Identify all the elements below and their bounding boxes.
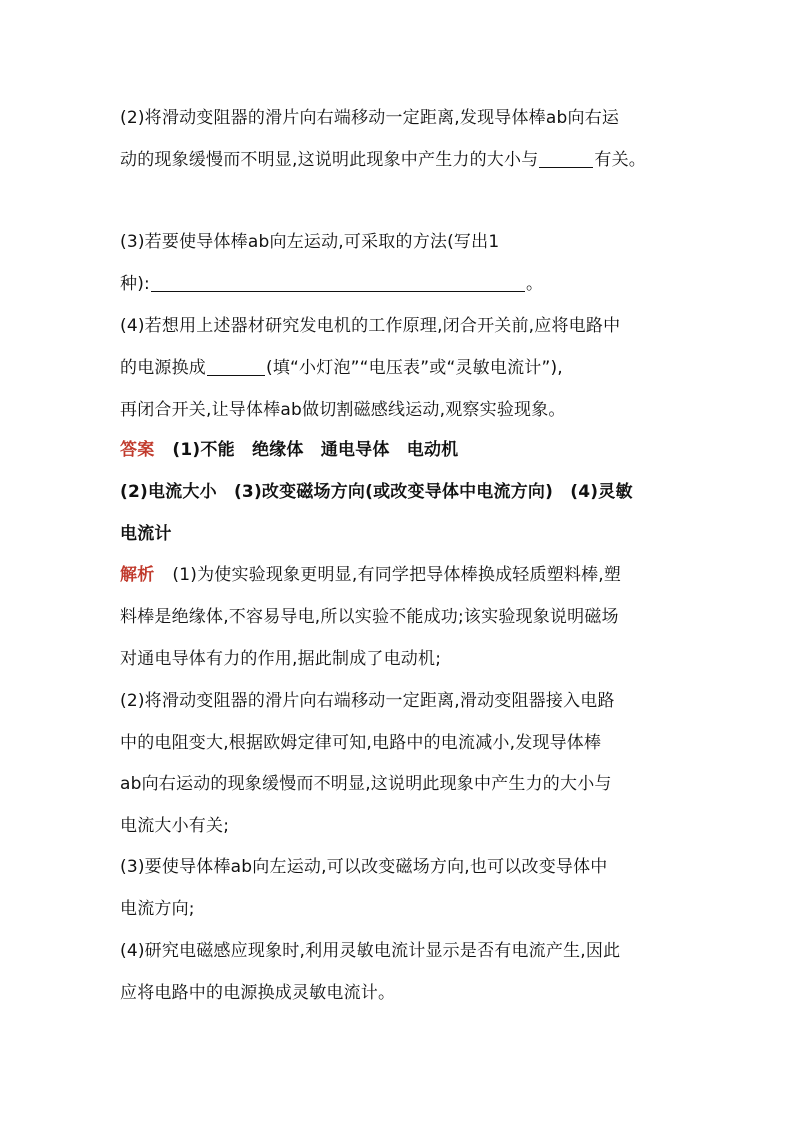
analysis-text: (1)为使实验现象更明显,有同学把导体棒换成轻质塑料棒,塑 — [172, 565, 622, 585]
q4-line-3: 再闭合开关,让导体棒ab做切割磁感线运动,观察实验现象。 — [120, 400, 566, 420]
analysis-line-3: 对通电导体有力的作用,据此制成了电动机; — [120, 649, 442, 669]
q4-line-2-text: 的电源换成 — [120, 358, 206, 378]
analysis-line-10: (4)研究电磁感应现象时,利用灵敏电流计显示是否有电流产生,因此 — [120, 941, 621, 961]
answer-blank — [539, 149, 593, 168]
q3-line-2-tail: 。 — [525, 274, 544, 294]
analysis-label: 解析 — [120, 565, 155, 585]
analysis-line-9: 电流方向; — [120, 899, 195, 919]
analysis-line-6: ab向右运动的现象缓慢而不明显,这说明此现象中产生力的大小与 — [120, 774, 612, 794]
q4-line-2 — [120, 356, 563, 380]
answer-blank — [207, 357, 265, 376]
answer-line-1 — [120, 438, 458, 462]
q2-line-2-text: 动的现象缓慢而不明显,这说明此现象中产生力的大小与 — [120, 150, 539, 170]
answer-line-2: (2)电流大小 (3)改变磁场方向(或改变导体中电流方向) (4)灵敏 — [120, 482, 633, 502]
q2-line-1: (2)将滑动变阻器的滑片向右端移动一定距离,发现导体棒ab向右运 — [120, 108, 620, 128]
analysis-line-2: 料棒是绝缘体,不容易导电,所以实验不能成功;该实验现象说明磁场 — [120, 607, 619, 627]
q4-line-1: (4)若想用上述器材研究发电机的工作原理,闭合开关前,应将电路中 — [120, 316, 621, 336]
analysis-line-7: 电流大小有关; — [120, 816, 230, 836]
answer-line-3: 电流计 — [120, 524, 172, 544]
analysis-line-11: 应将电路中的电源换成灵敏电流计。 — [120, 983, 396, 1003]
q4-line-2-tail: (填“小灯泡”“电压表”或“灵敏电流计”), — [266, 358, 563, 378]
analysis-line-8: (3)要使导体棒ab向左运动,可以改变磁场方向,也可以改变导体中 — [120, 857, 608, 877]
q3-line-1: (3)若要使导体棒ab向左运动,可采取的方法(写出1 — [120, 232, 500, 252]
analysis-line-5: 中的电阻变大,根据欧姆定律可知,电路中的电流减小,发现导体棒 — [120, 733, 602, 753]
answer-label: 答案 — [120, 440, 155, 460]
answer-blank — [151, 273, 525, 292]
q3-line-2-text: 种): — [120, 274, 150, 294]
q2-line-2-tail: 有关。 — [594, 150, 647, 170]
q2-line-2 — [120, 148, 646, 172]
q3-line-2 — [120, 272, 543, 296]
analysis-line-1 — [120, 563, 621, 587]
analysis-line-4: (2)将滑动变阻器的滑片向右端移动一定距离,滑动变阻器接入电路 — [120, 691, 615, 711]
answer-text: (1)不能 绝缘体 通电导体 电动机 — [172, 440, 459, 460]
